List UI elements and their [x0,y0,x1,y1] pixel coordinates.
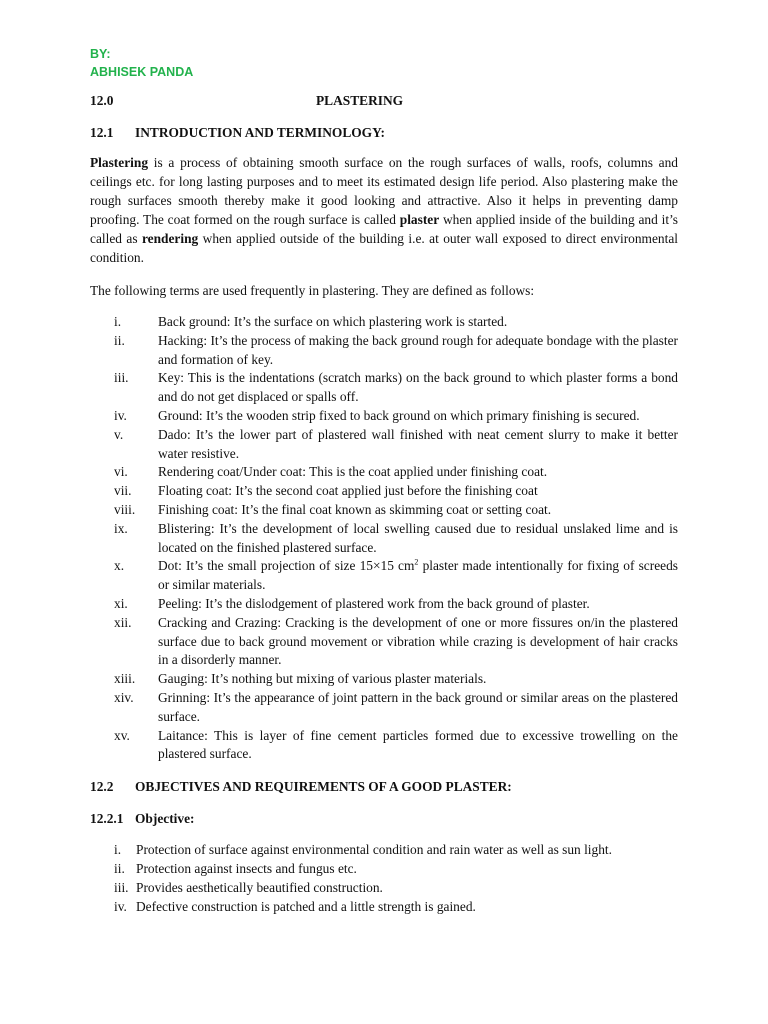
list-text: Defective construction is patched and a little strength is gained. [136,899,476,915]
list-text: Floating coat: It’s the second coat applied just before the finishing coat [158,483,538,499]
intro-text-3: when applied outside of the building i.e. at outer wall exposed to direct environmental condition. [90,230,678,265]
terms-list [90,313,678,764]
list-number: xiii. [114,671,136,687]
list-text: Provides aesthetically beautified construction. [136,880,383,896]
list-text: Grinning: It’s the appearance of joint pattern in the back ground or similar areas on the plastered surface. [158,689,678,724]
list-text: Ground: It’s the wooden strip fixed to back ground on which primary finishing is secured. [158,407,640,423]
list-number: ix. [114,520,128,536]
list-number: iv. [114,899,127,915]
list-number: iii. [114,370,129,386]
terms-intro: The following terms are used frequently in plastering. They are defined as follows: [90,283,535,298]
list-number: iv. [114,407,127,423]
list-item [90,426,678,464]
list-number: vi. [114,464,128,480]
list-item [90,313,678,332]
superscript: 2 [414,557,419,567]
list-text: Key: This is the indentations (scratch marks) on the back ground to which plaster forms a bond and do not get displaced or spalls off. [158,370,678,405]
list-item [90,369,678,407]
list-item [90,614,678,670]
term-rendering: rendering [141,230,199,246]
list-number: viii. [114,501,136,517]
list-number: xiv. [114,689,134,705]
subsection-heading-12-2-1 [90,810,195,828]
list-item [90,897,678,916]
list-text: Gauging: It’s nothing but mixing of various plaster materials. [158,671,487,687]
list-item [90,840,678,859]
author-by-label: BY: [90,47,111,61]
chapter-heading [90,92,404,110]
subsection-number: 12.2.1 [90,811,124,826]
section-heading-12-1 [90,124,385,142]
term-plaster: plaster [399,211,440,227]
list-text: Dot: It’s the small projection of size 15×15 cm [158,558,415,574]
list-number: xi. [114,595,128,611]
chapter-number: 12.0 [90,93,114,108]
term-plastering: Plastering [90,155,149,170]
list-number: xv. [114,727,130,743]
list-text: Blistering: It’s the development of local swelling caused due to residual unslaked lime and is located on the finished plastered surface. [158,520,678,555]
list-item [90,332,678,370]
list-text: Hacking: It’s the process of making the back ground rough for adequate bondage with the plaster and formation of key. [158,332,678,367]
list-text: Dado: It’s the lower part of plastered wall finished with neat cement slurry to make it better water resistive. [158,426,678,461]
list-text: Protection of surface against environmental condition and rain water as well as sun light. [136,842,612,857]
list-item [90,689,678,727]
list-item [90,463,678,482]
list-text: plaster made intentionally for fixing of screeds or similar materials. [158,558,678,593]
list-item [90,878,678,897]
section-heading-12-2 [90,778,512,796]
section-title: OBJECTIVES AND REQUIREMENTS OF A GOOD PLASTER: [135,779,512,794]
objectives-list [90,840,678,916]
list-item [90,501,678,520]
list-number: xii. [114,614,132,630]
list-text: Laitance: This is layer of fine cement particles formed due to excessive trowelling on the plastered surface. [158,727,678,762]
list-text: Finishing coat: It’s the final coat known as skimming coat or setting coat. [158,501,552,517]
list-text: Back ground: It’s the surface on which plastering work is started. [158,314,508,329]
section-number: 12.1 [90,125,114,140]
list-item [90,482,678,501]
intro-text-2: when applied inside of the building and it’s called as [90,211,679,246]
list-item [90,520,678,558]
subsection-title: Objective: [135,811,195,826]
section-title: INTRODUCTION AND TERMINOLOGY: [135,125,385,140]
intro-paragraph [90,154,678,267]
list-text: Peeling: It’s the dislodgement of plastered work from the back ground of plaster. [158,595,590,611]
intro-text-1: is a process of obtaining smooth surface on the rough surfaces of walls, roofs, columns and ceilings etc. for long lasting purposes and to meet its estimated design life period. Also plastering make the rough surfaces smooth thereby make it good looking and attractive. Also it helps in preventing damp proofing. The coat formed on the rough surface is called [90,155,678,227]
list-item [90,557,678,595]
list-number: iii. [114,880,129,896]
list-number: v. [114,426,124,442]
list-number: ii. [114,861,125,877]
chapter-title: PLASTERING [316,93,404,108]
list-item [90,727,678,765]
list-item [90,859,678,878]
author-block [90,45,193,81]
list-item [90,407,678,426]
list-item [90,595,678,614]
list-number: x. [114,558,125,574]
list-number: ii. [114,332,125,348]
list-text: Protection against insects and fungus etc. [136,861,357,877]
list-item [90,670,678,689]
list-text: Cracking and Crazing: Cracking is the development of one or more fissures on/in the plastered surface due to back ground movement or vibration while crazing is development of hair cracks in a disorderly manner. [158,614,678,668]
list-number: i. [114,314,122,329]
list-number: i. [114,842,122,857]
section-number: 12.2 [90,779,114,794]
author-name: ABHISEK PANDA [90,65,194,79]
list-text: Rendering coat/Under coat: This is the coat applied under finishing coat. [158,464,548,480]
list-number: vii. [114,483,132,499]
